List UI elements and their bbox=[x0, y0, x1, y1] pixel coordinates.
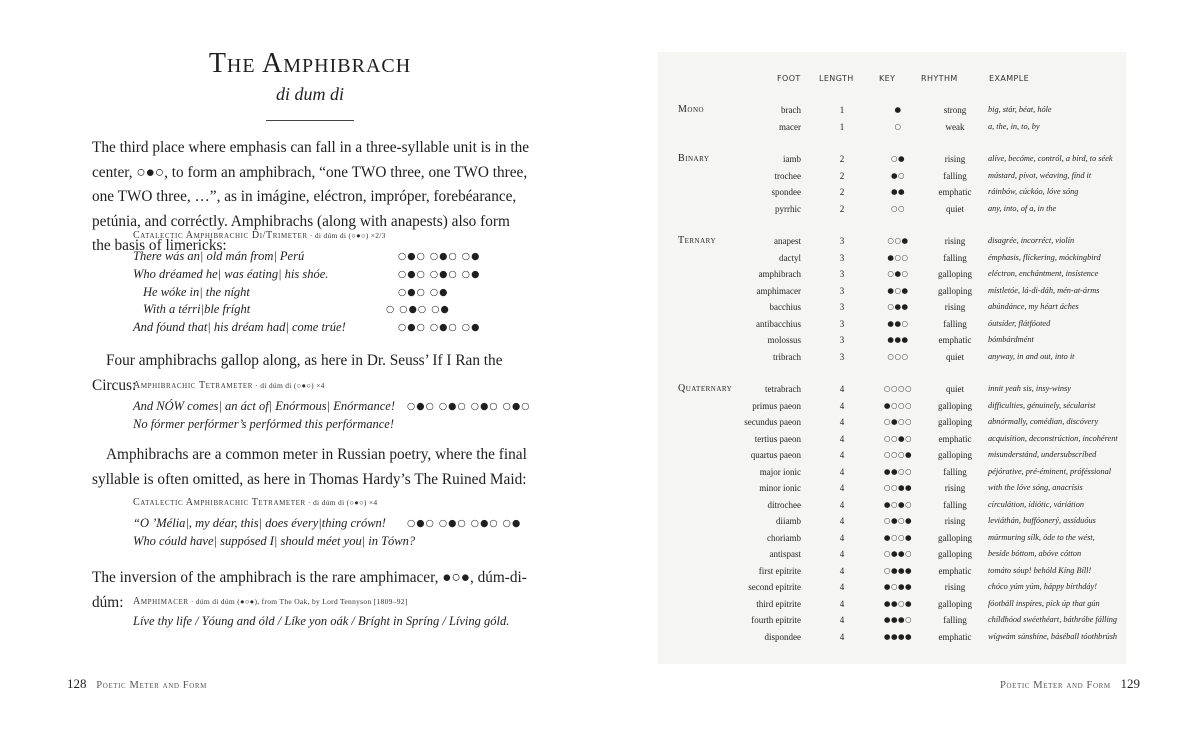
row-key: ○●○ bbox=[887, 269, 909, 278]
row-example: círculátion, ídiótic, váriátion bbox=[988, 499, 1085, 509]
row-rhythm: emphatic bbox=[938, 433, 972, 444]
row-example: émphasis, flíckering, móckingbird bbox=[988, 252, 1101, 262]
row-rhythm: rising bbox=[944, 516, 966, 526]
row-rhythm: galloping bbox=[938, 417, 972, 427]
row-rhythm: emphatic bbox=[938, 565, 972, 576]
row-key: ●○● bbox=[887, 285, 909, 295]
row-foot: anapest bbox=[774, 236, 801, 246]
row-example: any, into, of a, in the bbox=[988, 203, 1057, 213]
table-row bbox=[658, 629, 1126, 646]
row-length: 4 bbox=[839, 417, 845, 427]
page-title: The Amphibrach bbox=[208, 48, 412, 79]
title-divider bbox=[266, 120, 354, 121]
row-key: ○○○● bbox=[883, 450, 913, 459]
scansion-key: ○●○ ○● bbox=[398, 286, 449, 298]
row-foot: brach bbox=[781, 105, 801, 115]
row-rhythm: falling bbox=[943, 499, 967, 510]
row-key: ○●○○ bbox=[883, 417, 913, 426]
row-length: 4 bbox=[839, 598, 845, 609]
row-rhythm: falling bbox=[943, 466, 967, 477]
row-key: ○●●● bbox=[883, 565, 913, 575]
row-example: difficulties, génuinely, sécularist bbox=[988, 400, 1096, 410]
table-row bbox=[658, 201, 1126, 218]
row-example: óutsíder, flátfóoted bbox=[988, 318, 1051, 328]
scansion-keys-1 bbox=[386, 248, 481, 337]
row-key: ●●○○ bbox=[883, 466, 913, 476]
row-foot: second epitrite bbox=[748, 582, 801, 592]
row-rhythm: galloping bbox=[938, 549, 972, 559]
row-key: ● bbox=[894, 105, 902, 114]
row-length: 4 bbox=[839, 582, 845, 592]
row-foot: tertius paeon bbox=[754, 433, 801, 444]
verse-line: Who cóuld have| suppósed I| should méet you| in Tówn? bbox=[133, 533, 416, 548]
row-key: ○○ bbox=[890, 203, 906, 213]
row-foot: bacchius bbox=[769, 302, 801, 312]
row-foot: iamb bbox=[783, 154, 801, 164]
row-length: 3 bbox=[839, 302, 845, 312]
row-example: péjórative, pré-éminent, próféssional bbox=[988, 466, 1112, 476]
row-key: ○●●○ bbox=[883, 549, 913, 558]
row-example: big, stár, béat, hóle bbox=[988, 105, 1052, 114]
row-foot: molossus bbox=[767, 335, 801, 345]
table-row bbox=[658, 596, 1126, 613]
row-example: wígwám súnshíne, báséball tóothbrúsh bbox=[988, 631, 1118, 641]
row-length: 3 bbox=[839, 351, 845, 362]
verse-line: And fóund that| his dréam had| come trúe! bbox=[133, 320, 346, 335]
row-key: ○○○○ bbox=[883, 384, 913, 393]
row-foot: dispondee bbox=[764, 631, 801, 642]
row-rhythm: rising bbox=[944, 483, 966, 493]
row-length: 3 bbox=[839, 236, 845, 246]
example-heading-3 bbox=[133, 497, 377, 508]
row-foot: secundus paeon bbox=[744, 417, 801, 427]
verse-line: And NÓW comes| an áct of| Enórmous| Enórmance! bbox=[133, 399, 396, 413]
verse-line: No fórmer perfórmer’s perfórmed this perfórmance! bbox=[133, 416, 394, 431]
row-foot: antispast bbox=[769, 549, 801, 559]
row-key: ●●●○ bbox=[883, 615, 913, 624]
row-foot: pyrrhic bbox=[775, 203, 801, 214]
row-example: chóco yúm yúm, háppy bírthdáy! bbox=[988, 582, 1097, 591]
column-header-rhythm: RHYTHM bbox=[921, 74, 958, 83]
table-row bbox=[658, 168, 1126, 185]
table-row bbox=[658, 497, 1126, 514]
row-length: 1 bbox=[839, 105, 845, 115]
row-rhythm: emphatic bbox=[938, 631, 972, 642]
example-heading-note: · di dúm di (○●○) ×2/3 bbox=[309, 231, 386, 240]
verse-line: “O ’Mélia|, my déar, this| does évery|thing crówn! bbox=[133, 516, 386, 530]
row-rhythm: falling bbox=[943, 318, 967, 329]
running-head: Poetic Meter and Form bbox=[1000, 680, 1111, 691]
row-foot: ditrochee bbox=[767, 499, 801, 510]
page-number: 128 bbox=[67, 676, 87, 691]
example-heading-title: Catalectic Amphibrachic Tetrameter bbox=[133, 497, 306, 508]
row-key: ●○●○ bbox=[883, 499, 913, 509]
example-heading-note: · dúm di dúm (●○●), from The Oak, by Lord Tennyson [1809–92] bbox=[190, 597, 408, 606]
row-key: ○ bbox=[894, 121, 902, 131]
row-group: Mono bbox=[678, 104, 705, 115]
folio-left bbox=[67, 676, 207, 692]
table-row bbox=[658, 464, 1126, 481]
row-example: místletóe, lá-di-dáh, mén-at-árms bbox=[988, 285, 1100, 295]
row-rhythm: weak bbox=[945, 121, 965, 132]
table-row bbox=[658, 283, 1126, 300]
table-row bbox=[658, 266, 1126, 283]
row-example: a, the, in, to, by bbox=[988, 121, 1040, 131]
row-length: 4 bbox=[839, 433, 845, 444]
table-row bbox=[658, 513, 1126, 530]
row-key: ●●●● bbox=[883, 631, 913, 641]
row-length: 3 bbox=[839, 252, 845, 263]
row-key: ●○○○ bbox=[883, 400, 913, 410]
row-key: ●○○ bbox=[887, 252, 909, 262]
row-rhythm: rising bbox=[944, 582, 966, 592]
row-length: 1 bbox=[839, 121, 845, 132]
table-row bbox=[658, 398, 1126, 415]
metrical-feet-table bbox=[658, 52, 1126, 664]
row-length: 3 bbox=[839, 285, 845, 296]
row-example: anyway, in and out, into it bbox=[988, 351, 1075, 361]
row-length: 2 bbox=[839, 170, 845, 181]
table-row bbox=[658, 414, 1126, 431]
column-header-key: KEY bbox=[879, 74, 896, 83]
row-group: Binary bbox=[678, 153, 710, 164]
row-foot: amphimacer bbox=[756, 285, 801, 296]
row-rhythm: falling bbox=[943, 170, 967, 181]
row-foot: macer bbox=[779, 121, 801, 132]
table-row bbox=[658, 480, 1126, 497]
column-header-foot: FOOT bbox=[777, 74, 801, 83]
row-foot: choriamb bbox=[767, 532, 801, 543]
row-example: mústard, pívot, wéaving, fínd it bbox=[988, 170, 1092, 180]
example-heading-title: Amphibrachic Tetrameter bbox=[133, 380, 254, 391]
row-key: ○○○ bbox=[887, 351, 909, 361]
row-foot: spondee bbox=[771, 187, 801, 197]
verse-line: He wóke in| the níght bbox=[143, 284, 250, 299]
verse-line: Who dréamed he| was éating| his shóe. bbox=[133, 266, 329, 281]
row-foot: major ionic bbox=[759, 466, 801, 477]
row-foot: diiamb bbox=[776, 516, 801, 526]
row-rhythm: galloping bbox=[938, 598, 972, 609]
paragraph-4: The inversion of the amphibrach is the rare amphimacer, ●○●, dúm-di-dúm: bbox=[92, 569, 527, 611]
table-row bbox=[658, 546, 1126, 563]
row-rhythm: galloping bbox=[938, 450, 972, 460]
row-rhythm: rising bbox=[944, 302, 966, 312]
row-example: bómbárdmént bbox=[988, 335, 1034, 344]
row-foot: minor ionic bbox=[759, 483, 801, 493]
scansion-key: ○ ○●○ ○● bbox=[386, 304, 450, 316]
row-foot: antibacchius bbox=[756, 318, 801, 329]
row-rhythm: quiet bbox=[946, 351, 964, 362]
row-rhythm: strong bbox=[943, 105, 967, 115]
row-foot: first epitrite bbox=[758, 565, 801, 576]
verse-block-3 bbox=[133, 515, 415, 551]
row-example: tomáto sóup! behóld Kíng Bíll! bbox=[988, 565, 1092, 575]
paragraph-3: Amphibrachs are a common meter in Russian poetry, where the final syllable is often omitted, as here in Thomas Hardy’s The Ruined Maid: bbox=[92, 446, 527, 488]
scansion-key: ○●○ ○●○ ○●○ ○●○ bbox=[407, 401, 531, 412]
row-length: 4 bbox=[839, 565, 845, 576]
example-heading-1 bbox=[133, 230, 386, 241]
table-row bbox=[658, 447, 1126, 464]
page-number: 129 bbox=[1120, 676, 1140, 691]
row-group: Quaternary bbox=[678, 383, 733, 394]
row-rhythm: galloping bbox=[938, 532, 972, 543]
row-key: ●●○ bbox=[887, 318, 909, 328]
row-rhythm: rising bbox=[944, 236, 966, 246]
row-example: acquisítion, deconstrúction, incohérent bbox=[988, 433, 1118, 443]
row-length: 2 bbox=[839, 187, 845, 197]
row-length: 4 bbox=[839, 499, 845, 510]
scansion-key: ○●○ ○●○ ○●○ ○● bbox=[407, 518, 522, 529]
row-key: ○○●● bbox=[883, 483, 913, 492]
row-rhythm: quiet bbox=[946, 384, 964, 394]
table-row bbox=[658, 151, 1126, 168]
table-row bbox=[658, 431, 1126, 448]
row-foot: tetrabrach bbox=[765, 384, 801, 394]
row-key: ●○ bbox=[890, 170, 906, 180]
row-length: 4 bbox=[839, 631, 845, 642]
folio-right bbox=[1000, 676, 1140, 692]
example-heading-title: Catalectic Amphibrachic Di/Trimeter bbox=[133, 230, 308, 241]
scansion-keys-2 bbox=[407, 398, 531, 416]
page-subtitle: di dum di bbox=[275, 84, 344, 104]
row-example: abúndánce, my héart áches bbox=[988, 302, 1079, 311]
row-example: innit yeah sis, insy-winsy bbox=[988, 384, 1071, 393]
table-row bbox=[658, 184, 1126, 201]
table-row bbox=[658, 299, 1126, 316]
row-length: 2 bbox=[839, 154, 845, 164]
row-length: 4 bbox=[839, 384, 845, 394]
row-foot: primus paeon bbox=[752, 400, 801, 411]
column-header-length: LENGTH bbox=[819, 74, 854, 83]
row-length: 4 bbox=[839, 549, 845, 559]
row-key: ○○● bbox=[887, 236, 909, 245]
verse-block-4 bbox=[133, 613, 509, 631]
paragraph-2: Four amphibrachs gallop along, as here in Dr. Seuss’ If I Ran the Circus: bbox=[92, 352, 503, 394]
row-rhythm: emphatic bbox=[938, 335, 972, 345]
intro-paragraph: The third place where emphasis can fall in a three-syllable unit is in the center, ○●○, to form an amphibrach, “one TWO three, one TWO three, one TWO three, …”, as in imágine, eléctron, impróper, forebéarance, petúnia, and corréctly. Amphibrachs (along with anapests) also form the basis of limericks: bbox=[92, 139, 530, 254]
example-heading-note: · di dúm di (○●○) ×4 bbox=[308, 498, 378, 507]
row-example: misunderstánd, undersubscríbed bbox=[988, 450, 1097, 459]
row-key: ○● bbox=[890, 154, 906, 163]
table-row bbox=[658, 381, 1126, 398]
row-key: ●●● bbox=[887, 335, 909, 344]
verse-block-2 bbox=[133, 398, 395, 434]
row-foot: tribrach bbox=[773, 351, 801, 362]
row-example: leviáthán, buffóonerý, assíduóus bbox=[988, 516, 1096, 525]
row-key: ●○●● bbox=[883, 582, 913, 591]
scansion-key: ○●○ ○●○ ○● bbox=[398, 251, 481, 262]
row-key: ●● bbox=[890, 187, 906, 196]
scansion-key: ○●○ ○●○ ○● bbox=[398, 268, 481, 280]
row-length: 4 bbox=[839, 483, 845, 493]
example-heading-2 bbox=[133, 380, 325, 391]
verse-line: Líve thy life / Yóung and óld / Líke yon oák / Bríght in Spríng / Líving góld. bbox=[133, 614, 510, 628]
table-row bbox=[658, 102, 1126, 119]
row-length: 4 bbox=[839, 450, 845, 460]
row-example: disagrée, incorréct, violín bbox=[988, 236, 1075, 245]
row-rhythm: quiet bbox=[946, 203, 964, 214]
row-key: ●○○● bbox=[883, 532, 913, 542]
example-heading-note: · di dúm di (○●○) ×4 bbox=[255, 381, 325, 390]
verse-block-1 bbox=[133, 248, 346, 337]
row-foot: amphibrach bbox=[758, 269, 801, 279]
row-rhythm: falling bbox=[943, 615, 967, 625]
row-length: 3 bbox=[839, 318, 845, 329]
table-row bbox=[658, 612, 1126, 629]
table-row bbox=[658, 250, 1126, 267]
table-row bbox=[658, 119, 1126, 136]
running-head: Poetic Meter and Form bbox=[96, 680, 207, 691]
row-length: 4 bbox=[839, 615, 845, 625]
row-example: múrmuring sílk, óde to the wést, bbox=[988, 532, 1095, 542]
row-rhythm: galloping bbox=[938, 269, 972, 279]
example-heading-title: Amphimacer bbox=[133, 596, 189, 607]
row-example: eléctron, enchántment, insístence bbox=[988, 269, 1099, 278]
table-row bbox=[658, 579, 1126, 596]
verse-line: There wás an| old mán from| Perú bbox=[133, 249, 305, 263]
scansion-keys-3 bbox=[407, 515, 521, 533]
row-key: ●●○● bbox=[883, 598, 913, 608]
row-example: abnórmally, comédian, discóvery bbox=[988, 417, 1099, 426]
table-row bbox=[658, 530, 1126, 547]
row-group: Ternary bbox=[678, 235, 717, 246]
row-rhythm: rising bbox=[944, 154, 966, 164]
row-example: with the lóve sóng, anacrísis bbox=[988, 483, 1083, 492]
row-foot: third epitrite bbox=[756, 598, 801, 609]
row-rhythm: galloping bbox=[938, 400, 972, 411]
verse-line: With a térri|ble fríght bbox=[143, 302, 251, 317]
row-length: 3 bbox=[839, 335, 845, 345]
table-row bbox=[658, 563, 1126, 580]
table-row bbox=[658, 349, 1126, 366]
table-row bbox=[658, 316, 1126, 333]
row-length: 2 bbox=[839, 203, 845, 214]
row-example: chíldhóod swéethéart, báthróbe fálling bbox=[988, 615, 1118, 624]
scansion-key: ○●○ ○●○ ○● bbox=[398, 322, 481, 334]
table-row bbox=[658, 233, 1126, 250]
column-header-example: EXAMPLE bbox=[989, 74, 1030, 83]
row-example: fóotbáll inspíres, píck úp that gún bbox=[988, 598, 1100, 608]
row-length: 4 bbox=[839, 532, 845, 543]
row-length: 4 bbox=[839, 400, 845, 411]
row-foot: fourth epitrite bbox=[751, 615, 801, 625]
row-key: ○●○● bbox=[883, 516, 913, 525]
row-rhythm: galloping bbox=[938, 285, 972, 296]
row-example: ráinbów, cúckóo, lóve sóng bbox=[988, 187, 1079, 196]
row-foot: quartus paeon bbox=[750, 450, 801, 460]
row-rhythm: emphatic bbox=[938, 187, 972, 197]
row-rhythm: falling bbox=[943, 252, 967, 263]
row-length: 4 bbox=[839, 516, 845, 526]
row-foot: trochee bbox=[774, 170, 801, 181]
row-key: ○○●○ bbox=[883, 433, 913, 443]
row-length: 4 bbox=[839, 466, 845, 477]
row-key: ○●● bbox=[887, 302, 909, 311]
row-example: alíve, becóme, contról, a bírd, to séek bbox=[988, 154, 1113, 163]
row-foot: dactyl bbox=[779, 252, 801, 263]
row-length: 3 bbox=[839, 269, 845, 279]
example-heading-4 bbox=[133, 596, 408, 607]
table-row bbox=[658, 332, 1126, 349]
row-example: besíde bóttom, abóve cótton bbox=[988, 549, 1082, 558]
